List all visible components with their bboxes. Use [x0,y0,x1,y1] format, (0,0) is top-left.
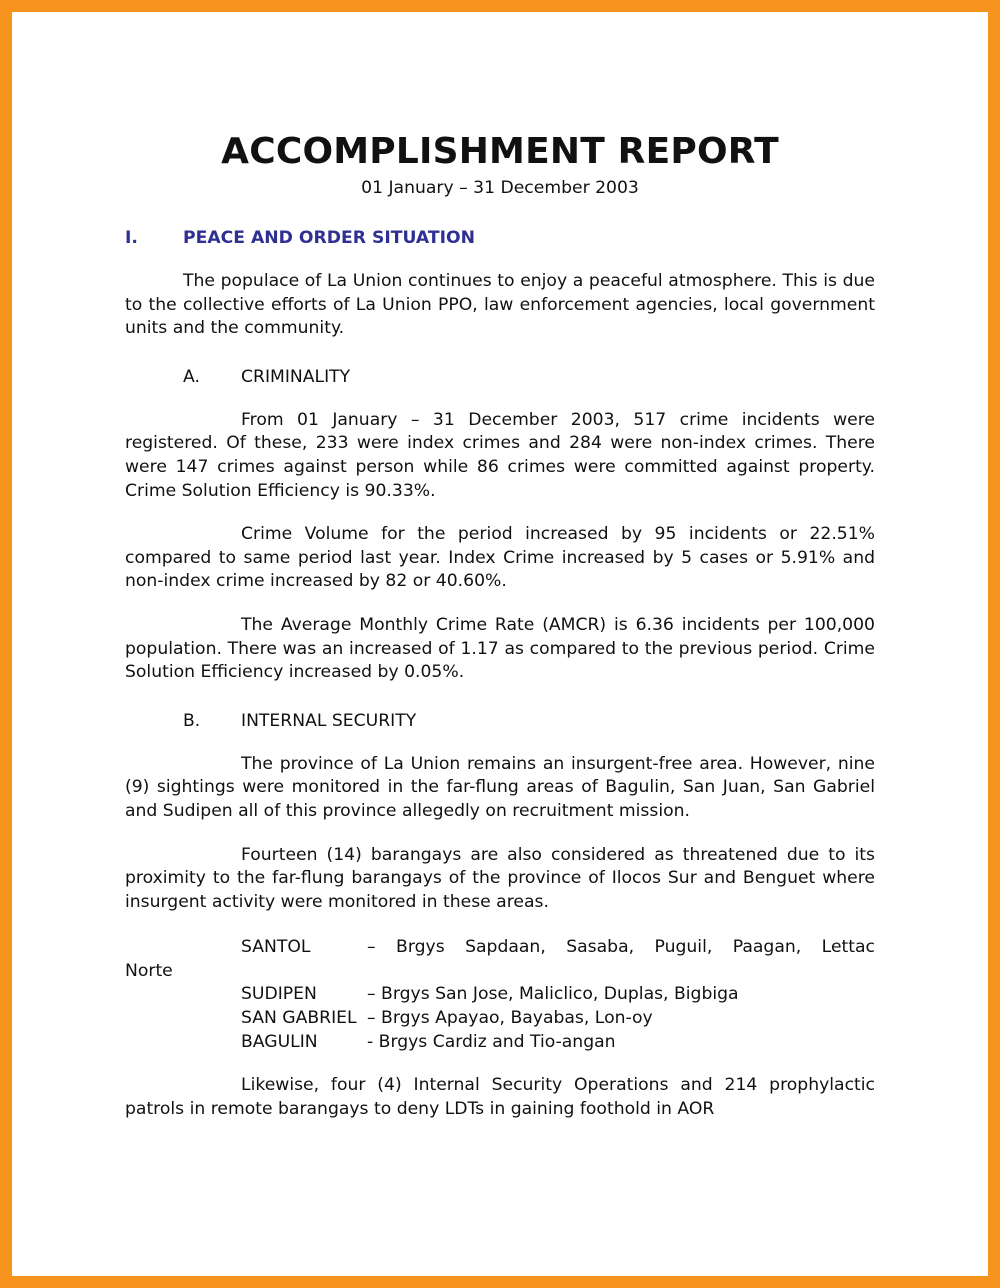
report-title: ACCOMPLISHMENT REPORT [221,131,779,172]
subsection-letter: A. [183,366,200,387]
subsection-letter: B. [183,710,201,731]
section-intro-paragraph: The populace of La Union continues to enjoy a peaceful atmosphere. This is due to the collective efforts of La Union PPO, law enforcement agencies, local government units and the community. [125,271,875,339]
report-period: 01 January – 31 December 2003 [361,178,639,198]
internal-security-paragraph-2: Fourteen (14) barangays are also considered as threatened due to its proximity to the far-flung barangays of the province of Ilocos Sur and Benguet where insurgent activity were monitored in these areas. [125,844,875,912]
area-name: BAGULIN [241,1031,318,1052]
threatened-areas-list [125,936,875,1054]
area-barangays: – Brgys San Jose, Maliclico, Duplas, Bigbiga [367,984,739,1005]
criminality-paragraph-2: Crime Volume for the period increased by 95 incidents or 22.51% compared to same period last year. Index Crime increased by 5 cases or 5.91% and non-index crime increased by 82 or 40.60%. [125,524,875,592]
area-name: SAN GABRIEL [241,1008,357,1029]
area-barangays: – Brgys Apayao, Bayabas, Lon-oy [367,1008,653,1029]
criminality-paragraph-3: The Average Monthly Crime Rate (AMCR) is 6.36 incidents per 100,000 population. There was an increased of 1.17 as compared to the previous period. Crime Solution Efficiency increased by 0.05%. [125,614,875,683]
area-barangays: – Brgys Sapdaan, Sasaba, Puguil, Paagan, Lettac [367,937,875,958]
area-barangays-continuation: Norte [125,960,173,981]
area-barangays: - Brgys Cardiz and Tio-angan [367,1031,616,1052]
area-row-bagulin [125,1031,875,1055]
subsection-title: CRIMINALITY [241,366,351,387]
criminality-paragraph-1: From 01 January – 31 December 2003, 517 crime incidents were registered. Of these, 233 were index crimes and 284 were non-index crimes. There were 147 crimes against person while 86 crimes were committed against property. Crime Solution Efficiency is 90.33%. [125,409,875,501]
subsection-title: INTERNAL SECURITY [241,710,417,731]
subsection-heading-internal-security [183,709,875,733]
document-page [125,130,875,1121]
internal-security-paragraph-3: Likewise, four (4) Internal Security Operations and 214 prophylactic patrols in remote barangays to deny LDTs in gaining foothold in AOR [125,1075,875,1119]
section-title: PEACE AND ORDER SITUATION [183,228,475,248]
subsection-heading-criminality [183,365,875,389]
area-name: SUDIPEN [241,984,317,1005]
area-name: SANTOL [241,937,311,958]
area-row-santol [125,936,875,960]
internal-security-paragraph-1: The province of La Union remains an insurgent-free area. However, nine (9) sightings were monitored in the far-flung areas of Bagulin, San Juan, San Gabriel and Sudipen all of this province allegedly on recruitment mission. [125,753,875,821]
section-heading-peace-order [125,226,875,250]
area-row-sudipen [125,983,875,1007]
section-number: I. [125,228,138,248]
area-row-san-gabriel [125,1007,875,1031]
